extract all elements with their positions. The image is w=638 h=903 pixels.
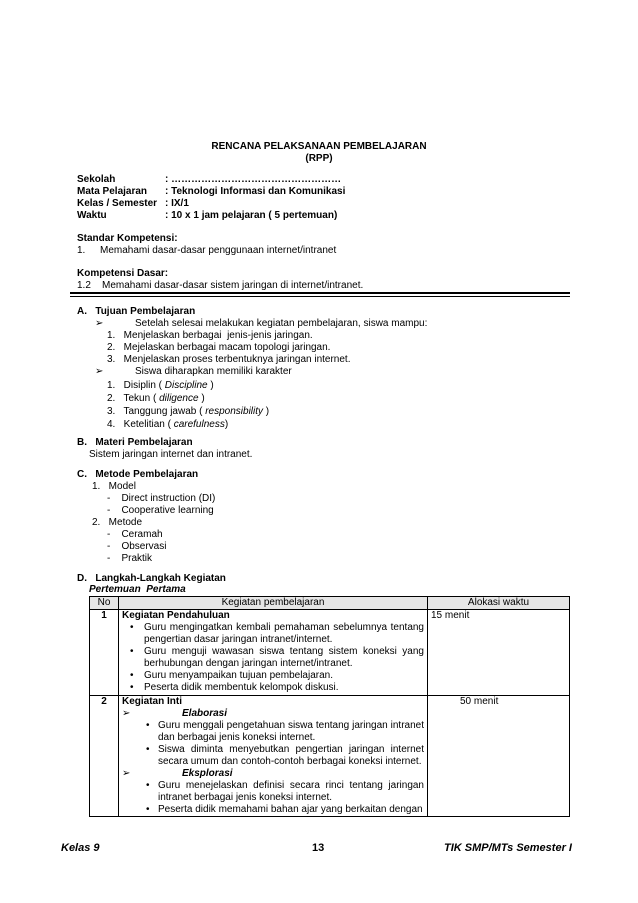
row-number: 2 bbox=[90, 696, 119, 817]
activity-bullet: • Guru menejelaskan definisi secara rinci tentang jaringan intranet berbagai jenis koneksi internet. bbox=[122, 780, 424, 804]
section-a-intro-character: Siswa diharapkan memiliki karakter bbox=[135, 366, 292, 377]
standar-kompetensi-number: 1. bbox=[77, 245, 86, 256]
page-number: 13 bbox=[312, 842, 325, 854]
arrow-bullet-icon: ➢ bbox=[122, 768, 131, 779]
objective-item: 2. Mejelaskan berbagai macam topologi jaringan. bbox=[107, 342, 331, 353]
character-item: 2. Tekun ( diligence ) bbox=[107, 393, 205, 404]
document-title: RENCANA PELAKSANAAN PEMBELAJARAN bbox=[211, 141, 427, 152]
method-model-item: - Direct instruction (DI) bbox=[107, 493, 216, 504]
divider-thin bbox=[70, 296, 570, 297]
identity-label: Mata Pelajaran bbox=[77, 186, 148, 197]
section-d-subheading: Pertemuan Pertama bbox=[89, 584, 186, 595]
eksplorasi-label: Eksplorasi bbox=[182, 768, 233, 779]
footer-class-label: Kelas 9 bbox=[61, 842, 100, 854]
arrow-bullet-icon: ➢ bbox=[95, 366, 104, 377]
activity-bullet: • Guru mengingatkan kembali pemahaman sebelumnya tentang pengertian dasar jaringan intranet/internet. bbox=[122, 622, 424, 646]
column-header-activity: Kegiatan pembelajaran bbox=[119, 597, 428, 610]
identity-value: : …………………………………………… bbox=[165, 174, 342, 185]
character-item: 1. Disiplin ( Discipline ) bbox=[107, 380, 214, 391]
table-row bbox=[90, 696, 570, 817]
identity-label: Sekolah bbox=[77, 174, 116, 185]
arrow-bullet-icon: ➢ bbox=[95, 318, 104, 329]
character-item: 3. Tanggung jawab ( responsibility ) bbox=[107, 406, 270, 417]
section-a-intro: Setelah selesai melakukan kegiatan pembelajaran, siswa mampu: bbox=[135, 318, 428, 329]
column-header-time: Alokasi waktu bbox=[428, 597, 570, 610]
method-metode-item: - Ceramah bbox=[107, 529, 163, 540]
identity-label: Kelas / Semester bbox=[77, 198, 158, 209]
elaborasi-label: Elaborasi bbox=[182, 708, 228, 719]
standar-kompetensi-heading: Standar Kompetensi: bbox=[77, 233, 178, 244]
document-subtitle: (RPP) bbox=[305, 153, 333, 164]
row-number: 1 bbox=[90, 610, 119, 696]
method-metode-label: 2. Metode bbox=[92, 517, 143, 528]
activity-title: Kegiatan Pendahuluan bbox=[122, 610, 230, 621]
method-model-label: 1. Model bbox=[92, 481, 136, 492]
method-metode-item: - Praktik bbox=[107, 553, 153, 564]
row-time: 15 menit bbox=[428, 610, 570, 696]
row-time: 50 menit bbox=[428, 696, 570, 817]
identity-value: : IX/1 bbox=[165, 198, 189, 209]
table-row bbox=[90, 610, 570, 696]
activity-bullet: • Peserta didik memahami bahan ajar yang berkaitan dengan bbox=[122, 804, 424, 816]
character-item: 4. Ketelitian ( carefulness) bbox=[107, 419, 229, 430]
section-b-heading: B. Materi Pembelajaran bbox=[77, 437, 193, 448]
section-d-heading: D. Langkah-Langkah Kegiatan bbox=[77, 573, 226, 584]
activity-bullet: • Guru menyampaikan tujuan pembelajaran. bbox=[122, 670, 424, 682]
row-activity bbox=[119, 610, 428, 696]
activity-title: Kegiatan Inti bbox=[122, 696, 183, 707]
objective-item: 1. Menjelaskan berbagai jenis-jenis jaringan. bbox=[107, 330, 313, 341]
section-c-heading: C. Metode Pembelajaran bbox=[77, 469, 199, 480]
activity-bullet: • Guru menguji wawasan siswa tentang sistem koneksi yang berhubungan dengan jaringan internet/intranet. bbox=[122, 646, 424, 670]
footer-subject-label: TIK SMP/MTs Semester I bbox=[444, 842, 572, 854]
activity-subsection bbox=[122, 708, 424, 720]
kompetensi-dasar-text: 1.2 Memahami dasar-dasar sistem jaringan di internet/intranet. bbox=[77, 280, 364, 291]
method-model-item: - Cooperative learning bbox=[107, 505, 214, 516]
section-b-text: Sistem jaringan internet dan intranet. bbox=[89, 449, 253, 460]
objective-item: 3. Menjelaskan proses terbentuknya jaringan internet. bbox=[107, 354, 351, 365]
activity-table bbox=[89, 596, 570, 817]
identity-value: : 10 x 1 jam pelajaran ( 5 pertemuan) bbox=[165, 210, 338, 221]
identity-value: : Teknologi Informasi dan Komunikasi bbox=[165, 186, 346, 197]
arrow-bullet-icon: ➢ bbox=[122, 708, 131, 719]
table-header-row bbox=[90, 597, 570, 610]
standar-kompetensi-text: Memahami dasar-dasar penggunaan internet/intranet bbox=[100, 245, 337, 256]
section-a-heading: A. Tujuan Pembelajaran bbox=[77, 306, 196, 317]
activity-bullet: • Siswa diminta menyebutkan pengertian jaringan internet secara umum dan contoh-contoh berbagai koneksi internet. bbox=[122, 744, 424, 768]
activity-bullet: • Peserta didik membentuk kelompok diskusi. bbox=[122, 682, 424, 695]
identity-label: Waktu bbox=[77, 210, 107, 221]
method-metode-item: - Observasi bbox=[107, 541, 167, 552]
column-header-no: No bbox=[90, 597, 119, 610]
row-activity bbox=[119, 696, 428, 817]
activity-bullet: • Guru menggali pengetahuan siswa tentang jaringan intranet dan berbagai jenis koneksi internet. bbox=[122, 720, 424, 744]
kompetensi-dasar-heading: Kompetensi Dasar: bbox=[77, 268, 169, 279]
divider-thick bbox=[70, 292, 570, 294]
activity-subsection bbox=[122, 768, 424, 780]
